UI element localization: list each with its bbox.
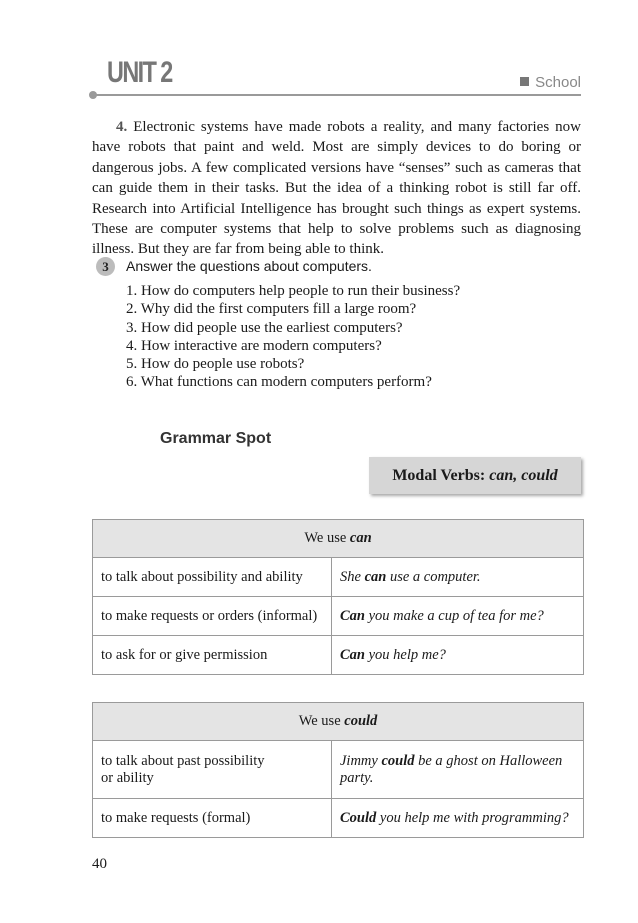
example-text: Jimmy — [340, 752, 382, 769]
example-cell — [332, 799, 584, 838]
example-modal: Could — [340, 809, 377, 826]
example-text: you make a cup of tea for me? — [365, 607, 544, 624]
usage-line: or ability — [101, 769, 154, 786]
header-verb: could — [344, 713, 378, 729]
table-row — [93, 558, 584, 597]
grammar-spot-title: Grammar Spot — [160, 430, 272, 447]
example-cell — [332, 597, 584, 636]
paragraph-number: 4. — [116, 119, 128, 135]
modal-box-verbs: can, could — [489, 467, 558, 484]
table-header-cell — [93, 703, 584, 741]
unit-title: UNIT 2 — [107, 56, 172, 89]
section-label — [520, 74, 581, 91]
table-header-row — [93, 520, 584, 558]
reading-paragraph — [92, 117, 581, 260]
question-item: 2. Why did the first computers fill a large room? — [126, 301, 417, 318]
header-prefix: We use — [298, 713, 345, 729]
usage-cell — [93, 741, 332, 799]
question-item: 5. How do people use robots? — [126, 356, 305, 373]
exercise-instruction: Answer the questions about computers. — [126, 258, 372, 274]
usage-line: to talk about past possibility — [101, 752, 265, 769]
example-text: She — [340, 568, 365, 585]
example-modal: could — [381, 752, 415, 769]
example-modal: Can — [340, 646, 365, 663]
example-cell — [332, 558, 584, 597]
usage-cell: to ask for or give permission — [93, 636, 332, 675]
example-text: you help me with programming? — [376, 809, 569, 826]
question-item: 1. How do computers help people to run their business? — [126, 283, 461, 299]
modal-box-prefix: Modal Verbs: — [392, 467, 490, 484]
header-verb: can — [349, 530, 372, 546]
section-text: School — [535, 74, 581, 91]
example-modal: Can — [340, 607, 365, 624]
exercise-number-badge: 3 — [96, 257, 115, 276]
question-list — [126, 282, 460, 392]
table-row — [93, 636, 584, 675]
page-number: 40 — [92, 856, 107, 872]
question-item: 6. What functions can modern computers perform? — [126, 374, 432, 391]
usage-cell: to make requests or orders (informal) — [93, 597, 332, 636]
header-prefix: We use — [304, 530, 350, 546]
table-header-cell — [93, 520, 584, 558]
example-text: you help me? — [365, 646, 446, 663]
paragraph-text: Electronic systems have made robots a reality, and many factories now have robots that paint and weld. Most are simply devices to do boring or dangerous jobs. A few complicated versions have “senses” such as cameras that can guide them in their tasks. But the idea of a thinking robot is still far off. Research into Artificial Intelligence has brought such things as expert systems. These are computer systems that help to solve problems such as diagnosing illness. But they are far from being able to think. — [92, 119, 581, 258]
square-bullet-icon — [520, 77, 529, 86]
example-text: be a ghost on Halloween party. — [340, 752, 563, 786]
example-cell — [332, 636, 584, 675]
could-usage-table — [92, 702, 584, 838]
table-header-row — [93, 703, 584, 741]
usage-cell: to make requests (formal) — [93, 799, 332, 838]
modal-verbs-box — [369, 457, 581, 494]
table-row — [93, 597, 584, 636]
table-row — [93, 741, 584, 799]
question-item: 4. How interactive are modern computers? — [126, 337, 382, 354]
header-rule-dot — [89, 91, 97, 99]
example-modal: can — [364, 568, 387, 585]
can-usage-table — [92, 519, 584, 675]
table-row — [93, 799, 584, 838]
header-rule — [93, 94, 581, 96]
question-item: 3. How did people use the earliest computers? — [126, 319, 403, 336]
usage-cell: to talk about possibility and ability — [93, 558, 332, 597]
example-text: use a computer. — [386, 568, 481, 585]
example-cell — [332, 741, 584, 799]
